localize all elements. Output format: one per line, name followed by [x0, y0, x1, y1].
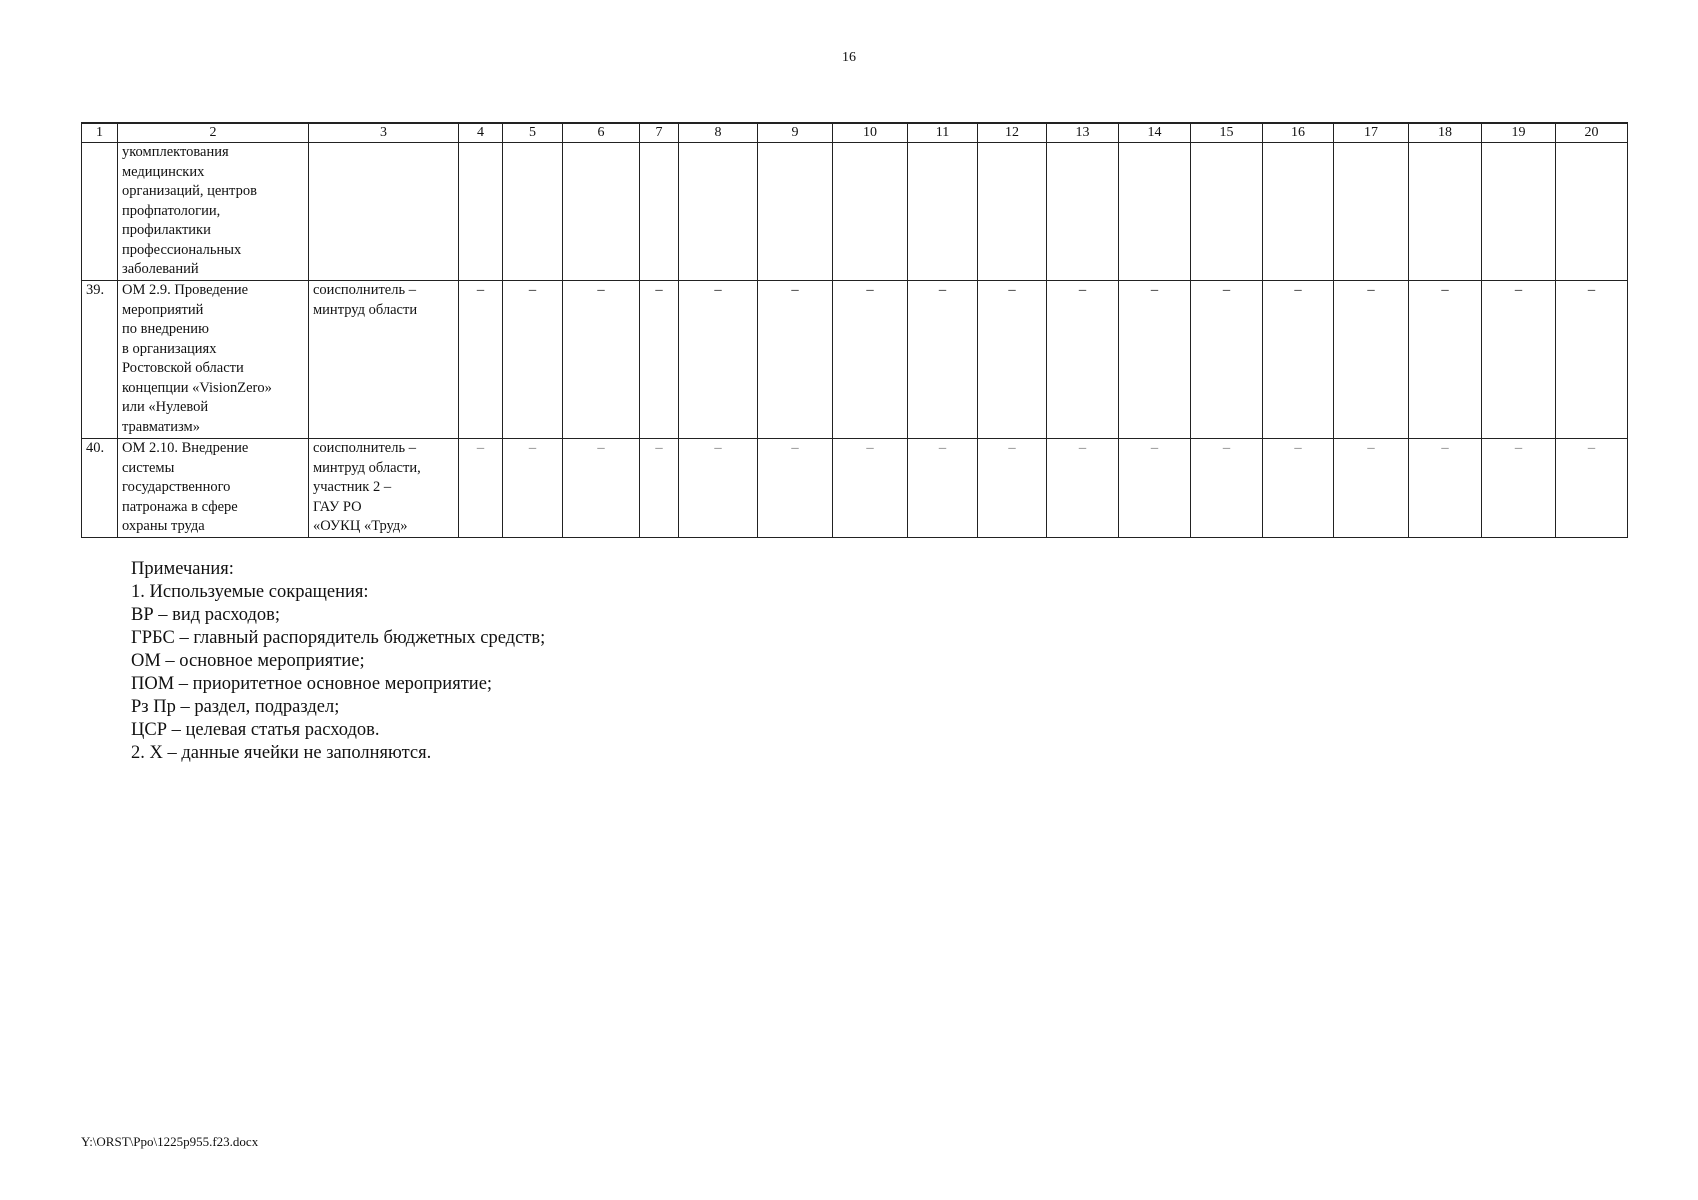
value-cell [1409, 143, 1482, 281]
value-cell: – [1556, 439, 1628, 538]
value-cell: – [503, 439, 563, 538]
column-header: 15 [1191, 123, 1263, 143]
column-header: 20 [1556, 123, 1628, 143]
note-item: ВР – вид расходов; [131, 605, 281, 625]
value-cell: – [640, 281, 679, 439]
value-cell: – [758, 281, 833, 439]
value-cell: – [978, 439, 1047, 538]
column-header: 3 [309, 123, 459, 143]
table-row [82, 439, 1628, 538]
value-cell: – [1482, 439, 1556, 538]
value-cell: – [1409, 281, 1482, 439]
value-cell: – [459, 439, 503, 538]
value-cell: – [1119, 439, 1191, 538]
note-item: ГРБС – главный распорядитель бюджетных средств; [131, 628, 546, 648]
value-cell: – [833, 281, 908, 439]
value-cell [1482, 143, 1556, 281]
value-cell: – [833, 439, 908, 538]
value-cell: – [679, 439, 758, 538]
value-cell [1556, 143, 1628, 281]
note-item: ЦСР – целевая статья расходов. [131, 720, 380, 740]
column-header: 13 [1047, 123, 1119, 143]
note-item: Рз Пр – раздел, подраздел; [131, 697, 340, 717]
column-header: 6 [563, 123, 640, 143]
executor-cell: соисполнитель – минтруд области, участник 2 – ГАУ РО «ОУКЦ «Труд» [309, 439, 459, 538]
executor-cell [309, 143, 459, 281]
column-header: 1 [82, 123, 118, 143]
column-header: 17 [1334, 123, 1409, 143]
value-cell [679, 143, 758, 281]
column-header: 12 [978, 123, 1047, 143]
activity-name: ОМ 2.10. Внедрение системы государственного патронажа в сфере охраны труда [118, 439, 309, 538]
value-cell: – [978, 281, 1047, 439]
executor-cell: соисполнитель – минтруд области [309, 281, 459, 439]
note-item: ОМ – основное мероприятие; [131, 651, 365, 671]
column-header: 11 [908, 123, 978, 143]
value-cell: – [758, 439, 833, 538]
activity-name: ОМ 2.9. Проведение мероприятий по внедрению в организациях Ростовской области концепции «VisionZero» или «Нулевой травматизм» [118, 281, 309, 439]
value-cell [503, 143, 563, 281]
value-cell: – [908, 439, 978, 538]
column-numbers-row [82, 123, 1628, 143]
value-cell: – [1263, 281, 1334, 439]
value-cell [833, 143, 908, 281]
page-number: 16 [842, 50, 856, 65]
column-header: 2 [118, 123, 309, 143]
note-item: 2. Х – данные ячейки не заполняются. [131, 743, 432, 763]
column-header: 8 [679, 123, 758, 143]
column-header: 18 [1409, 123, 1482, 143]
value-cell [563, 143, 640, 281]
column-header: 7 [640, 123, 679, 143]
table-row [82, 281, 1628, 439]
value-cell [459, 143, 503, 281]
row-number: 40. [82, 439, 118, 538]
value-cell: – [1047, 439, 1119, 538]
activity-name: укомплектования медицинских организаций, центров профпатологии, профилактики профессиональных заболеваний [118, 143, 309, 281]
value-cell: – [1047, 281, 1119, 439]
value-cell [758, 143, 833, 281]
budget-plan-table [81, 122, 1628, 538]
value-cell [908, 143, 978, 281]
value-cell: – [503, 281, 563, 439]
value-cell [1119, 143, 1191, 281]
value-cell: – [563, 281, 640, 439]
value-cell: – [640, 439, 679, 538]
column-header: 5 [503, 123, 563, 143]
notes-heading: Примечания: [131, 559, 234, 579]
column-header: 19 [1482, 123, 1556, 143]
value-cell: – [679, 281, 758, 439]
value-cell: – [1119, 281, 1191, 439]
value-cell [1263, 143, 1334, 281]
value-cell: – [908, 281, 978, 439]
file-path-footer: Y:\ORST\Ppo\1225p955.f23.docx [81, 1134, 259, 1149]
value-cell [1191, 143, 1263, 281]
value-cell: – [563, 439, 640, 538]
value-cell: – [1191, 281, 1263, 439]
column-header: 4 [459, 123, 503, 143]
row-number: 39. [82, 281, 118, 439]
notes-section [131, 558, 545, 765]
value-cell: – [1334, 281, 1409, 439]
value-cell: – [1482, 281, 1556, 439]
value-cell: – [1263, 439, 1334, 538]
column-header: 14 [1119, 123, 1191, 143]
column-header: 9 [758, 123, 833, 143]
value-cell: – [1556, 281, 1628, 439]
note-item: ПОМ – приоритетное основное мероприятие; [131, 674, 493, 694]
value-cell [1047, 143, 1119, 281]
value-cell: – [1334, 439, 1409, 538]
value-cell: – [459, 281, 503, 439]
value-cell [978, 143, 1047, 281]
value-cell: – [1191, 439, 1263, 538]
column-header: 10 [833, 123, 908, 143]
value-cell [1334, 143, 1409, 281]
column-header: 16 [1263, 123, 1334, 143]
note-item: 1. Используемые сокращения: [131, 582, 369, 602]
value-cell: – [1409, 439, 1482, 538]
row-number [82, 143, 118, 281]
table-row [82, 143, 1628, 281]
value-cell [640, 143, 679, 281]
